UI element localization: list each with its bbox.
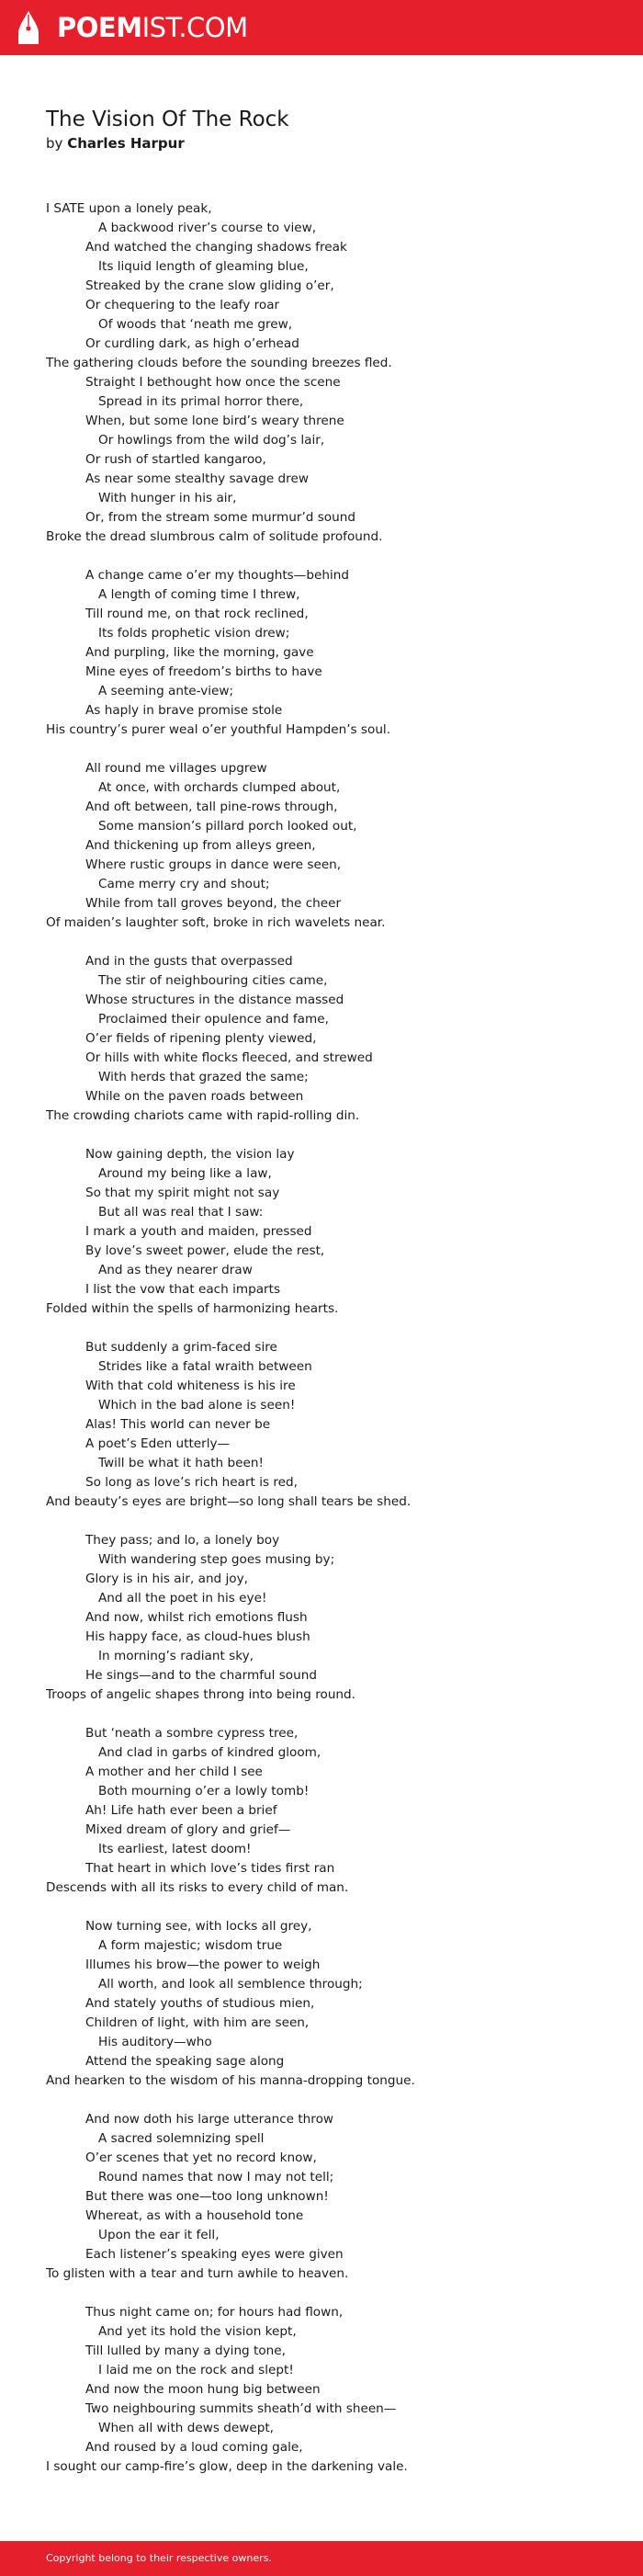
poem-line: And stately youths of studious mien, <box>85 1996 315 2011</box>
poem-line: Its liquid length of gleaming blue, <box>98 259 309 274</box>
poem-line: Of woods that ‘neath me grew, <box>98 317 293 332</box>
poem-line: I laid me on the rock and slept! <box>98 2363 294 2377</box>
poem-line: Streaked by the crane slow gliding o’er, <box>85 278 334 293</box>
stanza <box>46 1531 615 1705</box>
poem-line: At once, with orchards clumped about, <box>98 780 341 795</box>
poem-line: Now gaining depth, the vision lay <box>85 1147 295 1162</box>
poem-line: That heart in which love’s tides first ran <box>85 1861 335 1876</box>
poem-line: When all with dews dewept, <box>98 2421 274 2435</box>
fountain-pen-nib-icon[interactable] <box>15 10 42 45</box>
poem-line: A form majestic; wisdom true <box>98 1938 283 1953</box>
poem-line: But there was one—too long unknown! <box>85 2189 329 2204</box>
poem-line: Its folds prophetic vision drew; <box>98 626 290 641</box>
poem-line: A sacred solemnizing spell <box>98 2131 265 2146</box>
poem-line: With hunger in his air, <box>98 491 237 505</box>
poem-line: Or rush of startled kangaroo, <box>85 452 266 467</box>
poem-line: Or curdling dark, as high o’erhead <box>85 336 299 351</box>
poem-line: Of maiden’s laughter soft, broke in rich wavelets near. <box>46 915 386 930</box>
poem-line: Or howlings from the wild dog’s lair, <box>98 433 325 448</box>
poem-line: Folded within the spells of harmonizing hearts. <box>46 1301 339 1316</box>
poem-line: Its earliest, latest doom! <box>98 1842 252 1856</box>
poem-line: When, but some lone bird’s weary threne <box>85 414 344 428</box>
poem-line: And now the moon hung big between <box>85 2382 321 2397</box>
poem-line: While on the paven roads between <box>85 1089 304 1104</box>
poem-line: O’er scenes that yet no record know, <box>85 2150 317 2165</box>
poem-line: Mixed dream of glory and grief— <box>85 1822 291 1837</box>
stanza <box>46 199 615 547</box>
poem-line: But all was real that I saw: <box>98 1205 264 1220</box>
poem-line: Whose structures in the distance massed <box>85 993 344 1007</box>
poem-line: With herds that grazed the same; <box>98 1070 309 1084</box>
poem-line: Strides like a fatal wraith between <box>98 1359 312 1374</box>
poem-line: The gathering clouds before the sounding breezes fled. <box>46 356 392 370</box>
poem-line: Till lulled by many a dying tone, <box>85 2343 286 2358</box>
poem-line: His country’s purer weal o’er youthful Hampden’s soul. <box>46 722 391 737</box>
poem-line: So that my spirit might not say <box>85 1186 280 1200</box>
poem-line: Twill be what it hath been! <box>98 1456 264 1470</box>
poem-line: And watched the changing shadows freak <box>85 240 347 255</box>
poem-line: And hearken to the wisdom of his manna-dropping tongue. <box>46 2073 415 2088</box>
poem-line: Around my being like a law, <box>98 1166 272 1181</box>
poem-line: Mine eyes of freedom’s births to have <box>85 664 322 679</box>
poem-line: While from tall groves beyond, the cheer <box>85 896 342 911</box>
poem-line: So long as love’s rich heart is red, <box>85 1475 298 1490</box>
site-header <box>0 0 643 55</box>
poem-line: And oft between, tall pine-rows through, <box>85 800 338 814</box>
poem-line: And thickening up from alleys green, <box>85 838 316 853</box>
poem-line: His auditory—who <box>98 2035 212 2049</box>
poem-line: Whereat, as with a household tone <box>85 2208 304 2223</box>
poem-line: All round me villages upgrew <box>85 761 267 776</box>
poem-line: Attend the speaking sage along <box>85 2054 285 2069</box>
poem-line: Straight I bethought how once the scene <box>85 375 341 390</box>
poem-line: Children of light, with him are seen, <box>85 2015 310 2030</box>
site-logo[interactable] <box>57 12 248 43</box>
poem-line: All worth, and look all semblence through; <box>98 1977 363 1992</box>
poem-line: With wandering step goes musing by; <box>98 1552 335 1567</box>
poem-line: As haply in brave promise stole <box>85 703 283 718</box>
poem-line: And now doth his large utterance throw <box>85 2112 334 2127</box>
stanza <box>46 2303 615 2477</box>
poem-line: Now turning see, with locks all grey, <box>85 1919 312 1934</box>
copyright-text: Copyright belong to their respective owners. <box>46 2552 272 2564</box>
stanza <box>46 952 615 1126</box>
author-name: Charles Harpur <box>67 135 185 152</box>
poem-line: And beauty’s eyes are bright—so long shall tears be shed. <box>46 1494 412 1509</box>
poem-line: The crowding chariots came with rapid-rolling din. <box>46 1108 360 1123</box>
poem-line: Spread in its primal horror there, <box>98 394 304 409</box>
poem-line: Both mourning o’er a lowly tomb! <box>98 1784 310 1799</box>
logo-rest-text: IST.COM <box>141 12 248 43</box>
poem-line: And purpling, like the morning, gave <box>85 645 314 660</box>
poem-line: And all the poet in his eye! <box>98 1591 267 1606</box>
poem-line: And in the gusts that overpassed <box>85 954 293 969</box>
poem-line: A length of coming time I threw, <box>98 587 300 602</box>
poem-line: But ‘neath a sombre cypress tree, <box>85 1726 299 1741</box>
stanza <box>46 1917 615 2091</box>
stanza <box>46 1724 615 1898</box>
poem-line: As near some stealthy savage drew <box>85 471 309 486</box>
poem-line: To glisten with a tear and turn awhile to heaven. <box>46 2266 349 2281</box>
poem-line: Which in the bad alone is seen! <box>98 1398 296 1413</box>
poem-line: I sought our camp-fire’s glow, deep in the darkening vale. <box>46 2459 408 2474</box>
poem-line: Where rustic groups in dance were seen, <box>85 857 342 872</box>
by-label: by <box>46 135 63 152</box>
poem-title: The Vision Of The Rock <box>46 108 289 131</box>
poem-line: Upon the ear it fell, <box>98 2228 220 2242</box>
stanza <box>46 759 615 933</box>
poem-line: Came merry cry and shout; <box>98 877 270 891</box>
poem-line: Or chequering to the leafy roar <box>85 298 280 312</box>
stanza <box>46 2110 615 2284</box>
stanza <box>46 1145 615 1319</box>
poem-line: Illumes his brow—the power to weigh <box>85 1958 321 1972</box>
poem-line: In morning’s radiant sky, <box>98 1649 254 1663</box>
poem-line: I mark a youth and maiden, pressed <box>85 1224 312 1239</box>
poem-line: Round names that now I may not tell; <box>98 2170 334 2184</box>
poem-line: The stir of neighbouring cities came, <box>98 973 328 988</box>
poem-line: Proclaimed their opulence and fame, <box>98 1012 329 1027</box>
poem-body <box>46 199 615 2496</box>
poem-line: They pass; and lo, a lonely boy <box>85 1533 280 1548</box>
byline <box>46 134 185 153</box>
poem-line: A mother and her child I see <box>85 1765 263 1779</box>
poem-line: Or hills with white flocks fleeced, and strewed <box>85 1050 373 1065</box>
poem-line: Ah! Life hath ever been a brief <box>85 1803 277 1818</box>
poem-line: With that cold whiteness is his ire <box>85 1379 296 1393</box>
poem-line: Descends with all its risks to every child of man. <box>46 1880 349 1895</box>
logo-bold-text: POEM <box>57 12 142 43</box>
site-footer <box>0 2541 643 2576</box>
poem-line: A seeming ante-view; <box>98 684 234 698</box>
poem-line: And roused by a loud coming gale, <box>85 2440 303 2455</box>
stanza <box>46 1338 615 1512</box>
poem-line: Or, from the stream some murmur’d sound <box>85 510 355 525</box>
poem-line: I SATE upon a lonely peak, <box>46 201 212 216</box>
poem-line: Some mansion’s pillard porch looked out, <box>98 819 357 834</box>
poem-line: Troops of angelic shapes throng into being round. <box>46 1687 355 1702</box>
poem-line: Each listener’s speaking eyes were given <box>85 2247 344 2262</box>
poem-line: But suddenly a grim-faced sire <box>85 1340 277 1355</box>
poem-line: And yet its hold the vision kept, <box>98 2324 297 2339</box>
poem-line: A poet’s Eden utterly— <box>85 1436 231 1451</box>
poem-line: A change came o’er my thoughts—behind <box>85 568 349 583</box>
poem-line: Till round me, on that rock reclined, <box>85 607 309 621</box>
poem-line: O’er fields of ripening plenty viewed, <box>85 1031 317 1046</box>
poem-line: Broke the dread slumbrous calm of solitude profound. <box>46 529 383 544</box>
poem-line: His happy face, as cloud-hues blush <box>85 1629 310 1644</box>
poem-line: Thus night came on; for hours had flown, <box>85 2305 344 2320</box>
poem-line: And as they nearer draw <box>98 1263 253 1277</box>
poem-line: Alas! This world can never be <box>85 1417 271 1432</box>
poem-line: And clad in garbs of kindred gloom, <box>98 1745 322 1760</box>
poem-line: By love’s sweet power, elude the rest, <box>85 1243 325 1258</box>
poem-line: And now, whilst rich emotions flush <box>85 1610 308 1625</box>
poem-line: A backwood river’s course to view, <box>98 221 317 235</box>
stanza <box>46 566 615 740</box>
poem-line: I list the vow that each imparts <box>85 1282 281 1297</box>
poem-line: Glory is in his air, and joy, <box>85 1572 248 1586</box>
poem-line: Two neighbouring summits sheath’d with sheen— <box>85 2401 397 2416</box>
poem-line: He sings—and to the charmful sound <box>85 1668 317 1683</box>
